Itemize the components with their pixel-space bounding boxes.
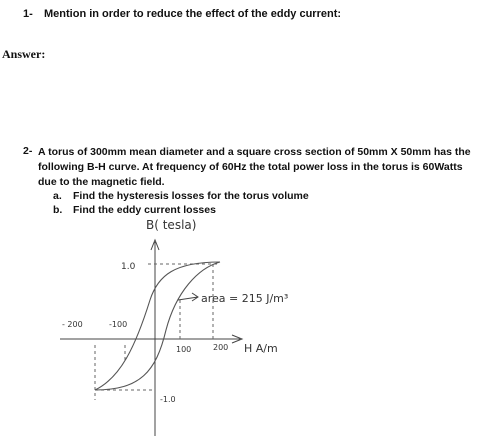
x-tick-neg-200: - 200 xyxy=(62,320,83,329)
y-tick-neg: -1.0 xyxy=(160,395,176,404)
y-tick-pos: 1.0 xyxy=(121,262,136,272)
answer-label: Answer: xyxy=(2,47,46,61)
x-tick-neg-100: -100 xyxy=(109,320,128,329)
question-2-text: A torus of 300mm mean diameter and a square cross section of 50mm X 50mm has the following B-H curve. At frequency of 60Hz the total power loss in the torus is 60Watts due to the magnetic field. xyxy=(38,146,471,188)
area-label: area = 215 J/m³ xyxy=(201,292,289,305)
part-b-marker: b. xyxy=(53,204,63,216)
x-tick-pos-100: 100 xyxy=(176,345,192,354)
question-1-text: Mention in order to reduce the effect of the eddy current: xyxy=(44,8,342,20)
y-axis-label: B( tesla) xyxy=(146,218,197,232)
part-a-text: Find the hysteresis losses for the torus volume xyxy=(73,190,309,202)
part-b-text: Find the eddy current losses xyxy=(73,204,216,216)
x-axis-label: H A/m xyxy=(244,342,278,355)
part-a-marker: a. xyxy=(53,190,62,202)
question-1-number: 1- xyxy=(23,8,33,20)
x-tick-pos-200: 200 xyxy=(213,343,229,352)
question-2-number: 2- xyxy=(23,145,33,157)
